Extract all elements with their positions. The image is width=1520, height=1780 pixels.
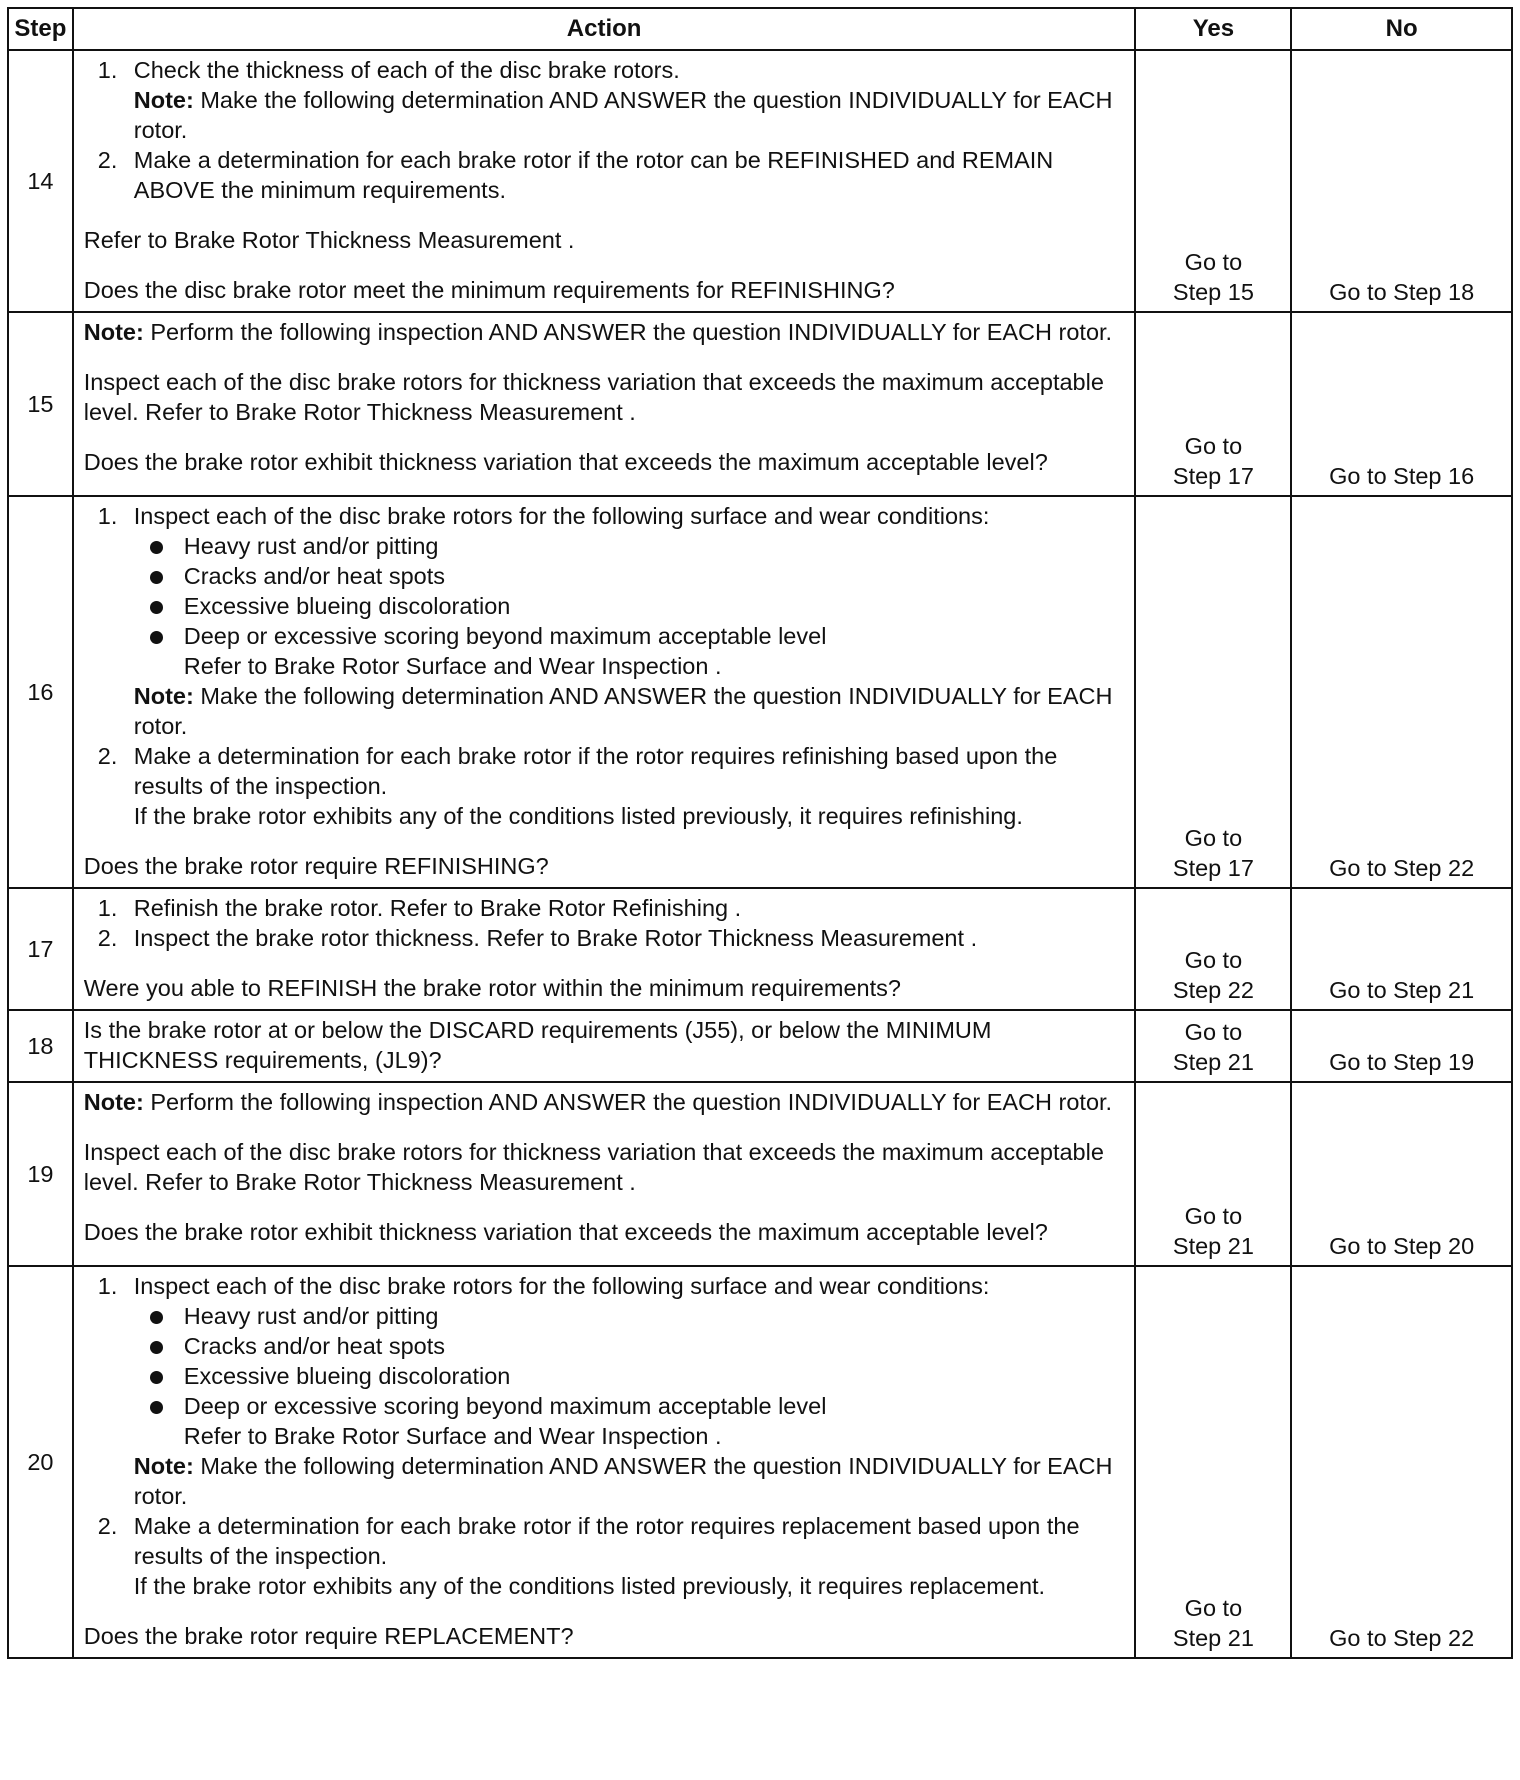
refer-link-text: Refer to Brake Rotor Thickness Measurement . — [83, 227, 575, 253]
condition-list — [134, 1301, 1125, 1451]
yes-cell — [1135, 888, 1291, 1010]
bullet-icon — [150, 1341, 163, 1354]
condition-text: Excessive blueing discoloration — [183, 593, 511, 619]
yes-line-1: Go to — [1184, 433, 1243, 459]
condition-item — [134, 1361, 1125, 1391]
refer-link-text: Refer to Brake Rotor Surface and Wear Inspection . — [183, 653, 722, 679]
table-row — [8, 1082, 1512, 1266]
bullet-icon — [150, 541, 163, 554]
action-cell — [73, 1266, 1136, 1658]
item-text: Check the thickness of each of the disc brake rotors. — [133, 57, 680, 83]
list-item — [84, 1271, 1125, 1511]
step-number: 15 — [8, 312, 73, 496]
table-row — [8, 1010, 1512, 1082]
list-item — [84, 893, 1125, 923]
item-text: Inspect each of the disc brake rotors for the following surface and wear conditions: — [133, 503, 990, 529]
bullet-icon — [150, 1371, 163, 1384]
bullet-icon — [150, 631, 163, 644]
yes-cell — [1135, 1266, 1291, 1658]
diagnostic-table-container — [7, 7, 1513, 1659]
action-cell — [73, 50, 1136, 312]
question-text: Does the brake rotor require REPLACEMENT? — [83, 1623, 574, 1649]
bullet-icon — [150, 1401, 163, 1414]
yes-cell — [1135, 312, 1291, 496]
condition-list — [134, 531, 1125, 681]
yes-line-2: Step 15 — [1172, 279, 1254, 305]
item-number: 1. — [97, 1273, 118, 1299]
step-list — [84, 1271, 1125, 1601]
table-row — [8, 312, 1512, 496]
step-number: 17 — [8, 888, 73, 1010]
table-row — [8, 1266, 1512, 1658]
question-text: Does the brake rotor exhibit thickness variation that exceeds the maximum acceptable level? — [83, 449, 1048, 475]
action-cell — [73, 888, 1136, 1010]
action-cell — [73, 1010, 1136, 1082]
question-text: Does the brake rotor exhibit thickness variation that exceeds the maximum acceptable level? — [83, 1219, 1048, 1245]
item-number: 1. — [97, 895, 118, 921]
refer-link-text: Refer to Brake Rotor Surface and Wear Inspection . — [183, 1423, 722, 1449]
table-row — [8, 496, 1512, 888]
yes-line-2: Step 21 — [1172, 1233, 1254, 1259]
note-label: Note: — [133, 87, 194, 113]
note — [134, 1451, 1125, 1511]
no-cell: Go to Step 16 — [1291, 312, 1512, 496]
step-number: 20 — [8, 1266, 73, 1658]
list-item — [84, 55, 1125, 145]
condition-text: Heavy rust and/or pitting — [183, 1303, 439, 1329]
note-text: Perform the following inspection AND ANSWER the question INDIVIDUALLY for EACH rotor. — [143, 1089, 1113, 1115]
list-item — [84, 923, 1125, 953]
item-text: Make a determination for each brake rotor if the rotor requires replacement based upon the results of the inspection. — [133, 1513, 1080, 1569]
item-number: 1. — [97, 57, 118, 83]
table-header-row — [8, 8, 1512, 50]
yes-line-2: Step 17 — [1172, 855, 1254, 881]
no-cell: Go to Step 22 — [1291, 496, 1512, 888]
note-text: Make the following determination AND ANSWER the question INDIVIDUALLY for EACH rotor. — [133, 683, 1113, 739]
note-text: Make the following determination AND ANSWER the question INDIVIDUALLY for EACH rotor. — [133, 1453, 1113, 1509]
yes-line-1: Go to — [1184, 1595, 1243, 1621]
yes-line-2: Step 22 — [1172, 977, 1254, 1003]
list-item — [84, 145, 1125, 205]
yes-line-1: Go to — [1184, 825, 1243, 851]
yes-cell — [1135, 1082, 1291, 1266]
bullet-icon — [150, 601, 163, 614]
note — [134, 85, 1125, 145]
condition-item — [134, 591, 1125, 621]
item-extra-text: If the brake rotor exhibits any of the conditions listed previously, it requires replacement. — [133, 1573, 1046, 1599]
step-number: 18 — [8, 1010, 73, 1082]
item-text: Make a determination for each brake rotor if the rotor can be REFINISHED and REMAIN ABOVE the minimum requirements. — [133, 147, 1054, 203]
diagnostic-table — [7, 7, 1513, 1659]
action-text: Inspect each of the disc brake rotors for thickness variation that exceeds the maximum acceptable level. Refer to Brake Rotor Thickness Measurement . — [83, 1139, 1104, 1195]
condition-text: Cracks and/or heat spots — [183, 563, 446, 589]
note-label: Note: — [83, 1089, 144, 1115]
step-number: 14 — [8, 50, 73, 312]
condition-item — [134, 561, 1125, 591]
no-cell: Go to Step 19 — [1291, 1010, 1512, 1082]
note — [84, 317, 1125, 347]
list-item — [84, 1511, 1125, 1601]
yes-line-1: Go to — [1184, 249, 1243, 275]
yes-cell — [1135, 496, 1291, 888]
yes-cell — [1135, 1010, 1291, 1082]
condition-item — [134, 621, 1125, 681]
item-text: Inspect the brake rotor thickness. Refer to Brake Rotor Thickness Measurement . — [133, 925, 978, 951]
item-number: 2. — [97, 925, 118, 951]
item-number: 2. — [97, 147, 118, 173]
yes-cell — [1135, 50, 1291, 312]
yes-line-1: Go to — [1184, 947, 1243, 973]
note-text: Perform the following inspection AND ANSWER the question INDIVIDUALLY for EACH rotor. — [143, 319, 1113, 345]
no-cell: Go to Step 20 — [1291, 1082, 1512, 1266]
yes-line-2: Step 21 — [1172, 1625, 1254, 1651]
condition-text: Excessive blueing discoloration — [183, 1363, 511, 1389]
step-list — [84, 893, 1125, 953]
item-number: 1. — [97, 503, 118, 529]
header-action: Action — [73, 8, 1136, 50]
item-number: 2. — [97, 743, 118, 769]
condition-item — [134, 1391, 1125, 1451]
condition-item — [134, 1331, 1125, 1361]
item-text: Inspect each of the disc brake rotors for the following surface and wear conditions: — [133, 1273, 990, 1299]
header-yes: Yes — [1135, 8, 1291, 50]
item-number: 2. — [97, 1513, 118, 1539]
step-list — [84, 501, 1125, 831]
note-text: Make the following determination AND ANSWER the question INDIVIDUALLY for EACH rotor. — [133, 87, 1113, 143]
bullet-icon — [150, 571, 163, 584]
question-text: Is the brake rotor at or below the DISCARD requirements (J55), or below the MINIMUM THICKNESS requirements, (JL9)? — [83, 1017, 992, 1073]
item-text: Refinish the brake rotor. Refer to Brake Rotor Refinishing . — [133, 895, 742, 921]
note — [134, 681, 1125, 741]
list-item — [84, 501, 1125, 741]
step-number: 16 — [8, 496, 73, 888]
note — [84, 1087, 1125, 1117]
action-text: Inspect each of the disc brake rotors for thickness variation that exceeds the maximum acceptable level. Refer to Brake Rotor Thickness Measurement . — [83, 369, 1104, 425]
yes-line-1: Go to — [1184, 1019, 1243, 1045]
condition-text: Cracks and/or heat spots — [183, 1333, 446, 1359]
step-list — [84, 55, 1125, 205]
step-number: 19 — [8, 1082, 73, 1266]
header-no: No — [1291, 8, 1512, 50]
note-label: Note: — [83, 319, 144, 345]
yes-line-2: Step 21 — [1172, 1049, 1254, 1075]
yes-line-2: Step 17 — [1172, 463, 1254, 489]
condition-text: Deep or excessive scoring beyond maximum acceptable level — [183, 1393, 827, 1419]
item-extra-text: If the brake rotor exhibits any of the conditions listed previously, it requires refinishing. — [133, 803, 1023, 829]
list-item — [84, 741, 1125, 831]
no-cell: Go to Step 22 — [1291, 1266, 1512, 1658]
question-text: Does the brake rotor require REFINISHING? — [83, 853, 549, 879]
condition-text: Heavy rust and/or pitting — [183, 533, 439, 559]
no-cell: Go to Step 18 — [1291, 50, 1512, 312]
question-text: Does the disc brake rotor meet the minimum requirements for REFINISHING? — [83, 277, 895, 303]
condition-item — [134, 1301, 1125, 1331]
note-label: Note: — [133, 1453, 194, 1479]
table-row — [8, 50, 1512, 312]
bullet-icon — [150, 1311, 163, 1324]
table-row — [8, 888, 1512, 1010]
action-cell — [73, 496, 1136, 888]
note-label: Note: — [133, 683, 194, 709]
no-cell: Go to Step 21 — [1291, 888, 1512, 1010]
condition-text: Deep or excessive scoring beyond maximum acceptable level — [183, 623, 827, 649]
action-cell — [73, 1082, 1136, 1266]
condition-item — [134, 531, 1125, 561]
question-text: Were you able to REFINISH the brake rotor within the minimum requirements? — [83, 975, 901, 1001]
header-step: Step — [8, 8, 73, 50]
action-cell — [73, 312, 1136, 496]
item-text: Make a determination for each brake rotor if the rotor requires refinishing based upon the results of the inspection. — [133, 743, 1058, 799]
yes-line-1: Go to — [1184, 1203, 1243, 1229]
